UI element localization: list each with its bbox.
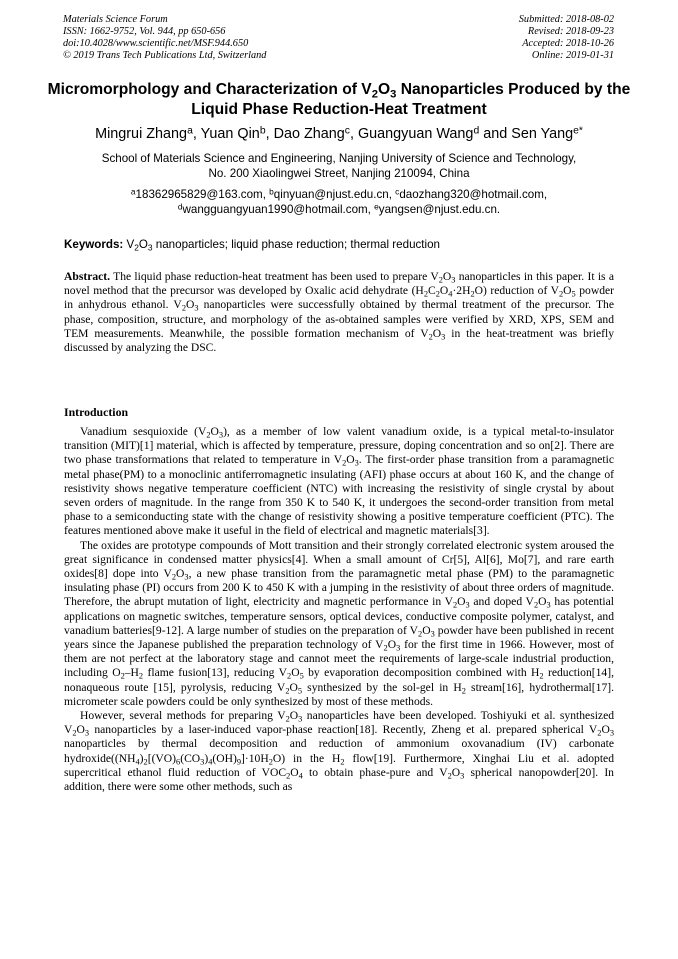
author: Yuan Qin$^b$ — [200, 125, 266, 142]
issn-line: ISSN: 1662-9752, Vol. 944, pp 650-656 — [63, 26, 226, 37]
introduction-body — [64, 425, 614, 794]
paragraph: The oxides are prototype compounds of Mott transition and their strongly correlated electronic system aroused the great significance in condensed matter physics[4]. When a small amount of Cr[5], Al[6], Mo[7], and rare earth oxides[8] dope into $V_2O_3$, a new phase transition from the paramagnetic metal phase (PM) to the paramagnetic insulating phase (PI) occurs from 200 K to 450 K with a jumping in the resistivity of about three orders of magnitude. Therefore, the abrupt mutation of light, electricity and magnetic performance in $V_2O_3$ and doped $V_2O_3$ has potential applications on magnetic switches, temperature sensors, optical devices, conductive composite polymer, catalyst, and vanadium batteries[9-12]. A large number of studies on the preparation of $V_2O_3$ powder have been published in recent years since the Japanese published the preparation technology of $V_2O_3$ for the first time in 1966. However, most of them are not perfect at the laboratory stage and cannot meet the requirements of large-scale industrial production, including $O_2-H_2$ flame fusion[13], reducing $V_2O_5$ by evaporation decomposition combined with $H_2$ reduction[14], nonaqueous route [15], pyrolysis, reducing $V_2O_5$ synthesized by the sol-gel in $H_2$ stream[16], hydrothermal[17]. micrometer scale powders could be only synthesized by most of these methods. — [64, 538, 614, 708]
email-address: qinyuan@njust.edu.cn, — [273, 188, 396, 201]
accepted-date: Accepted: 2018-10-26 — [522, 38, 614, 49]
keywords: Keywords: $V_2O_3$ nanoparticles; liquid phase reduction; thermal reduction — [64, 238, 441, 253]
submitted-date: Submitted: 2018-08-02 — [518, 14, 614, 25]
author: Sen Yang$^{e*}$ — [511, 125, 583, 142]
affiliation: School of Materials Science and Engineering, Nanjing University of Science and Technology, No. 200 Xiaolingwei Street, Nanjing 210094, China — [101, 152, 577, 180]
keywords-label: Keywords: — [64, 238, 124, 251]
paragraph: However, several methods for preparing $V_2O_3$ nanoparticles have been developed. Toshiyuki et al. synthesized $V_2O_3$ nanoparticles by a laser-induced vapor-phase reaction[18]. Recently, Zheng et al. prepared spherical $V_2O_3$ nanoparticles by thermal decomposition and reduction of ammonium oxovanadium (IV) carbonate $hydroxide((NH_4)_2[(VO)_6(CO_3)_4(OH)_9]\cdot 10H_2O)$ in the $H_2$ flow[19]. Furthermore, Xinghai Liu et al. adopted supercritical ethanol fluid reduction of $VOC_2O_4$ to obtain phase-pure and $V_2O_3$ spherical nanopowder[20]. In addition, there were some other methods, such as — [64, 709, 615, 794]
section-heading-introduction: Introduction — [64, 405, 129, 419]
journal-header-left — [63, 14, 266, 62]
author: Guangyuan Wang$^d$ — [357, 125, 480, 142]
copyright-line: © 2019 Trans Tech Publications Ltd, Switzerland — [63, 50, 267, 61]
paragraph: Vanadium sesquioxide $(V_2O_3)$, as a member of low valent vanadium oxide, is a typical metal-to-insulator transition (MIT)[1] material, which is affected by temperature, pressure, doping concentration and so on[2]. There are two phase transformations that related to temperature in $V_2O_3$. The first-order phase transition from a paramagnetic metal phase(PM) to a monoclinic antiferromagnetic insulating (AFI) phase occurs at about 160 K, and the change of resistivity shows negative temperature coefficient (NTC) with increasing the resistivity of single crystal by about seven orders of magnitude. In the range from 350 K to 540 K, it undergoes the second-order transition from metal phase to a semiconducting state with the change of resistivity showing a positive temperature coefficient (PTC). The features mentioned above make it useful in the field of electrical and magnetic materials[3]. — [64, 425, 614, 538]
email-address: yangsen@njust.edu.cn. — [378, 203, 501, 216]
author-list: Mingrui Zhang$^a$, Yuan Qin$^b$, Dao Zhang$^c$, Guangyuan Wang$^d$ and Sen Yang$^{e*}$ — [95, 125, 583, 142]
journal-header-right — [519, 14, 614, 62]
doi-line: doi:10.4028/www.scientific.net/MSF.944.650 — [63, 38, 249, 49]
online-date: Online: 2019-01-31 — [531, 50, 614, 61]
revised-date: Revised: 2018-09-23 — [527, 26, 614, 37]
email-address: 18362965829@163.com, — [135, 188, 270, 201]
author: Dao Zhang$^c$ — [273, 125, 350, 142]
journal-name: Materials Science Forum — [63, 14, 168, 25]
author: Mingrui Zhang$^a$ — [95, 125, 193, 142]
email-address: wangguangyuan1990@hotmail.com, — [182, 203, 375, 216]
abstract-label: Abstract. — [64, 270, 111, 283]
paper-title: Micromorphology and Characterization of $V_2O_3$ Nanoparticles Produced by the Liquid Phase Reduction-Heat Treatment — [47, 81, 631, 118]
email-address: daozhang320@hotmail.com, — [399, 188, 548, 201]
email-list: $^a$18362965829@163.com, $^b$qinyuan@njust.edu.cn, $^c$daozhang320@hotmail.com, $^d$wangguangyuan1990@hotmail.com, $^e$yangsen@njust.edu.cn. — [130, 186, 548, 216]
abstract: Abstract. The liquid phase reduction-heat treatment has been used to prepare $V_2O_3$ nanoparticles in this paper. It is a novel method that the precursor was developed by Oxalic acid dehydrate $(H_2C_2O_4\cdot 2H_2O)$ reduction of $V_2O_5$ powder in anhydrous ethanol. $V_2O_3$ nanoparticles were successfully obtained by thermal treatment of the precursor. The phase, composition, structure, and morphology of the as-obtained samples were verified by XRD, XPS, SEM and TEM measurements. Meanwhile, the possible formation mechanism of $V_2O_3$ in the heat-treatment was briefly discussed by analyzing the DSC. — [64, 270, 614, 355]
